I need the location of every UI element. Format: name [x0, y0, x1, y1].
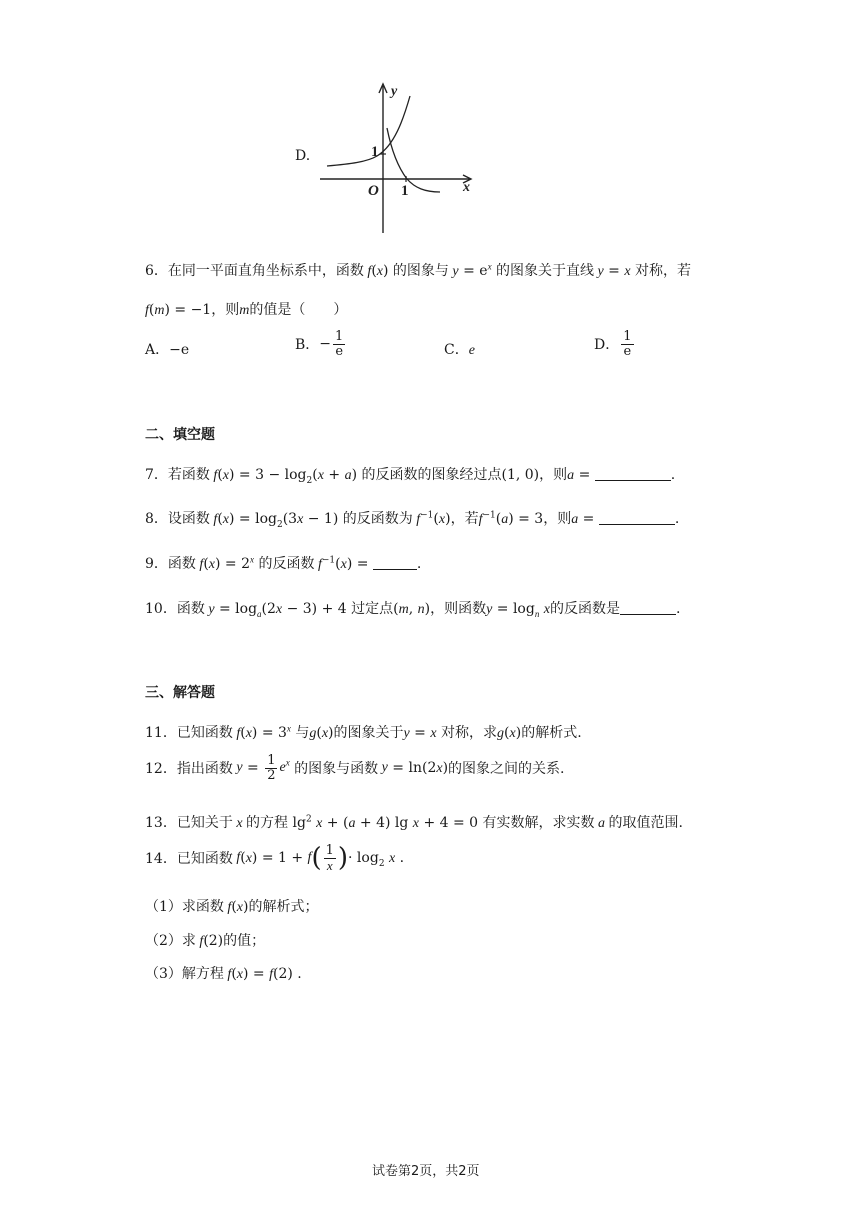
option-d-label: D.: [295, 148, 311, 164]
graph-d: [315, 78, 480, 238]
answer-blank[interactable]: [599, 510, 675, 525]
question-8: 8．设函数 $f(x) = \log_2(3x - 1)$ 的反函数为 $f^{-1}(x)$，若$f^{-1}(a) = 3$，则a = .: [145, 510, 680, 530]
tick-x-label: 1: [401, 183, 409, 199]
decreasing-curve: [387, 128, 440, 192]
question-6-option-a: A．−e: [145, 342, 190, 358]
question-6-option-d: D． $\frac{1}{e}$: [594, 329, 632, 359]
answer-blank[interactable]: [620, 600, 676, 615]
axis-y-label: y: [391, 84, 398, 99]
question-7: 7．若函数 $f(x) = 3 - \log_2(x + a)$ 的反函数的图象经过点(1, 0)，则a = .: [145, 467, 676, 486]
section-3-title: 三、解答题: [145, 685, 215, 701]
question-11: 11．已知函数 $f(x) = 3^x$ 与g(x)的图象关于y = x 对称，求g(x)的解析式.: [145, 723, 582, 741]
question-10: 10．函数 $y = \log_a(2x - 3) + 4$ 过定点(m, n)，则函数$y = \log_n x$的反函数是 .: [145, 601, 681, 619]
page-footer: 试卷第2页，共2页: [372, 1164, 480, 1179]
question-9: 9．函数 $f(x) = 2^x$ 的反函数 $f^{-1}(x)$ = .: [145, 554, 422, 572]
question-14: 14．已知函数 f(x) = 1 + f( $\frac{1}{x}$ )· $\log_2 x$ .: [145, 842, 405, 873]
axis-x-label: x: [463, 180, 470, 195]
section-2-title: 二、填空题: [145, 427, 215, 443]
question-6-option-b: B．− $\frac{1}{e}$: [295, 329, 344, 359]
tick-y-label: 1: [371, 144, 379, 160]
answer-blank[interactable]: [595, 466, 671, 481]
question-13: 13．已知关于 x 的方程 $\lg^2 x + (a + 4)$ lg x + 4 = 0 有实数解，求实数 a 的取值范围.: [145, 814, 683, 831]
question-6-line1: 6．在同一平面直角坐标系中，函数 f(x) 的图象与 $y = e^x$ 的图象关于直线 y = x 对称，若: [145, 261, 692, 279]
origin-label: O: [368, 183, 379, 199]
question-12: 12．指出函数 y = $\frac{1}{2}$ $e^x$ 的图象与函数 y = ln(2x)的图象之间的关系.: [145, 753, 565, 783]
question-14-part-3: （3）解方程 f(x) = f(2) .: [145, 966, 302, 982]
answer-blank[interactable]: [373, 555, 417, 570]
question-14-part-1: （1）求函数 f(x)的解析式；: [145, 899, 319, 915]
question-6-line2: f(m) = −1，则m的值是（ ）: [145, 302, 348, 318]
question-14-part-2: （2）求 f(2)的值；: [145, 933, 266, 949]
increasing-curve: [327, 96, 410, 166]
question-6-option-c: C．e: [444, 342, 475, 358]
